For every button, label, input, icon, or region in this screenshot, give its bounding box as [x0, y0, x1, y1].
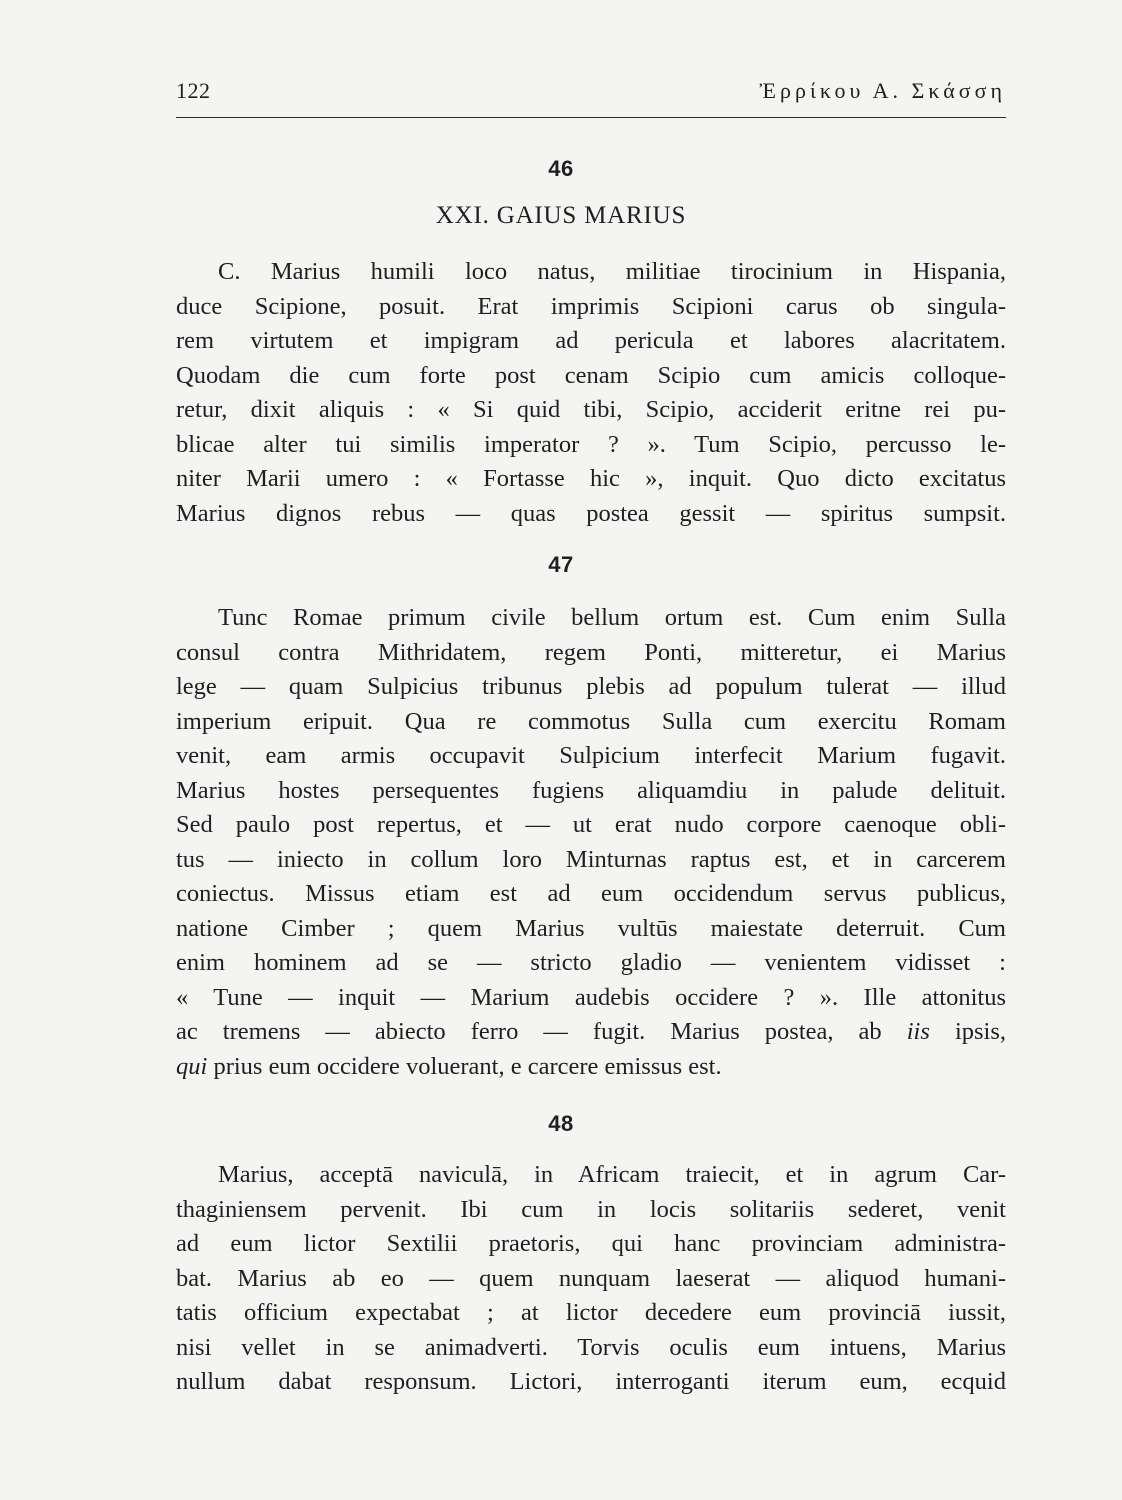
- text-line: coniectus. Missus etiam est ad eum occidendum servus publicus,: [176, 880, 1006, 907]
- text-line: tus — iniecto in collum loro Minturnas raptus est, et in carcerem: [176, 845, 1006, 873]
- section-number-46: 46: [548, 156, 574, 181]
- text-line: consul contra Mithridatem, regem Ponti, mitteretur, ei Marius: [176, 638, 1006, 666]
- text-line: [176, 1015, 1006, 1050]
- section-number-48: 48: [548, 1111, 574, 1136]
- text-line: tatis officium expectabat ; at lictor decedere eum provinciā iussit,: [176, 1299, 1006, 1326]
- text-line: nullum dabat responsum. Lictori, interroganti iterum eum, ecquid: [176, 1368, 1006, 1395]
- italic-text: iis: [906, 1018, 930, 1045]
- text-line: C. Marius humili loco natus, militiae tirocinium in Hispania,: [218, 258, 1006, 285]
- text-line: niter Marii umero : « Fortasse hic », inquit. Quo dicto excitatus: [176, 465, 1006, 492]
- text-line: retur, dixit aliquis : « Si quid tibi, Scipio, acciderit eritne rei pu-: [176, 396, 1006, 423]
- text-line: [176, 1050, 1006, 1085]
- text-line: Tunc Romae primum civile bellum ortum est. Cum enim Sulla: [218, 604, 1006, 631]
- text-segment: prius eum occidere voluerant, e carcere emissus est.: [213, 1052, 722, 1080]
- italic-text: qui: [176, 1052, 208, 1080]
- text-line: bat. Marius ab eo — quem nunquam laeserat — aliquod humani-: [176, 1264, 1006, 1292]
- text-line: blicae alter tui similis imperator ? ». Tum Scipio, percusso le-: [176, 430, 1006, 458]
- paragraph-47: [176, 601, 1006, 1084]
- text-line: duce Scipione, posuit. Erat imprimis Scipioni carus ob singula-: [176, 292, 1006, 320]
- text-line: enim hominem ad se — stricto gladio — venientem vidisset :: [176, 949, 1006, 976]
- running-title: Ἐρρίκου Α. Σκάσση: [759, 78, 1006, 103]
- text-line: Sed paulo post repertus, et — ut erat nudo corpore caenoque obli-: [176, 811, 1006, 838]
- section-number-47: 47: [548, 552, 574, 577]
- text-segment: ipsis,: [954, 1018, 1006, 1045]
- text-line: venit, eam armis occupavit Sulpicium interfecit Marium fugavit.: [176, 742, 1006, 769]
- text-line: nisi vellet in se animadverti. Torvis oculis eum intuens, Marius: [176, 1333, 1006, 1361]
- text-line: lege — quam Sulpicius tribunus plebis ad populum tulerat — illud: [176, 673, 1006, 700]
- text-line: Quodam die cum forte post cenam Scipio cum amicis colloque-: [176, 361, 1006, 389]
- page-number: 122: [176, 78, 211, 103]
- text-line: imperium eripuit. Qua re commotus Sulla cum exercitu Romam: [176, 707, 1006, 735]
- text-line: « Tune — inquit — Marium audebis occidere ? ». Ille attonitus: [176, 983, 1006, 1011]
- chapter-title: XXI. GAIUS MARIUS: [435, 202, 687, 229]
- header-rule: [176, 117, 1006, 118]
- text-line: thaginiensem pervenit. Ibi cum in locis solitariis sederet, venit: [176, 1195, 1006, 1223]
- paragraph-46: [176, 255, 1006, 531]
- paragraph-48: [176, 1158, 1006, 1400]
- text-line: ad eum lictor Sextilii praetoris, qui hanc provinciam administra-: [176, 1230, 1006, 1257]
- text-segment: ac tremens — abiecto ferro — fugit. Marius postea, ab: [176, 1018, 882, 1045]
- text-line: Marius, acceptā naviculā, in Africam traiecit, et in agrum Car-: [218, 1161, 1006, 1188]
- text-line: natione Cimber ; quem Marius vultūs maiestate deterruit. Cum: [176, 914, 1006, 942]
- text-line: rem virtutem et impigram ad pericula et labores alacritatem.: [176, 327, 1006, 354]
- text-line: Marius dignos rebus — quas postea gessit — spiritus sumpsit.: [176, 499, 1006, 527]
- text-line: Marius hostes persequentes fugiens aliquamdiu in palude delituit.: [176, 776, 1006, 804]
- running-head: [176, 78, 1006, 108]
